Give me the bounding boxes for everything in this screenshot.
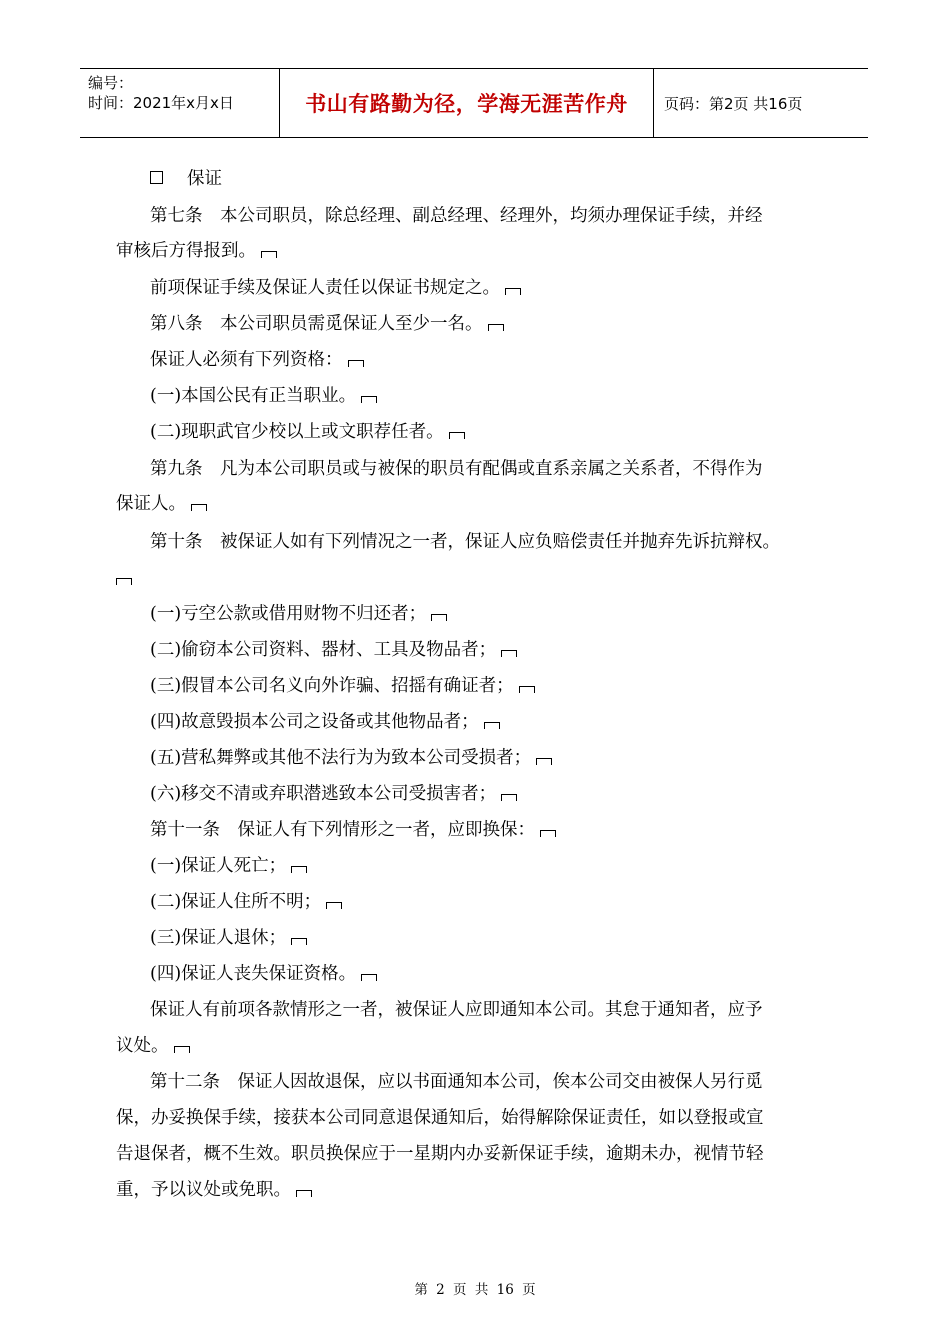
paragraph-mark-icon [540,830,556,837]
section-title: 保证 [187,169,222,189]
header-motto-cell [280,69,654,137]
text-line: (六)移交不清或弃职潜逃致本公司受损害者； [150,782,517,806]
paragraph-mark-icon [348,360,364,367]
paragraph-mark-icon [449,432,465,439]
text-line: 保证人必须有下列资格： [150,348,364,372]
text-line: 保证人有前项各款情形之一者，被保证人应即通知本公司。其怠于通知者，应予 [150,1000,763,1020]
checkbox-square-icon [150,171,163,184]
paragraph-mark-icon [505,288,521,295]
time-label: 时间：2021年x月x日 [88,94,234,112]
paragraph-mark-icon [488,324,504,331]
text-line: (二)保证人住所不明； [150,890,342,914]
text-line: (五)营私舞弊或其他不法行为为致本公司受损者； [150,746,552,770]
text-line: 第七条 本公司职员，除总经理、副总经理、经理外，均须办理保证手续，并经 [150,206,763,226]
paragraph-mark-icon [361,396,377,403]
page-footer: 第 2 页 共 16 页 [414,1282,536,1298]
paragraph-mark-icon [326,902,342,909]
text-line: (一)本国公民有正当职业。 [150,384,377,408]
paragraph-mark-icon [291,938,307,945]
text-line: 重，予以议处或免职。 [116,1178,312,1202]
paragraph-mark-icon [501,650,517,657]
text-line: 保证人。 [116,492,207,516]
text-line: (一)保证人死亡； [150,854,307,878]
text-line: 第八条 本公司职员需觅保证人至少一名。 [150,312,504,336]
paragraph-mark-icon [536,758,552,765]
paragraph-mark-icon [191,504,207,511]
text-line: (四)保证人丧失保证资格。 [150,962,377,986]
text-line: (三)保证人退休； [150,926,307,950]
paragraph-mark-icon [116,578,132,585]
text-line: 保，办妥换保手续，接获本公司同意退保通知后，始得解除保证责任，如以登报或宣 [116,1108,764,1128]
text-line: 议处。 [116,1034,190,1058]
text-line: 前项保证手续及保证人责任以保证书规定之。 [150,276,521,300]
text-line: 第十一条 保证人有下列情形之一者，应即换保： [150,818,556,842]
text-line: (二)偷窃本公司资料、器材、工具及物品者； [150,638,517,662]
header-motto: 书山有路勤为径，学海无涯苦作舟 [305,92,628,116]
paragraph-mark-icon [174,1046,190,1053]
text-line: 第九条 凡为本公司职员或与被保的职员有配偶或直系亲属之关系者，不得作为 [150,459,763,479]
text-line: 第十二条 保证人因故退保，应以书面通知本公司，俟本公司交由被保人另行觅 [150,1072,763,1092]
paragraph-mark-icon [361,974,377,981]
page-header [80,68,868,138]
paragraph-mark-icon [291,866,307,873]
text-line: 告退保者，概不生效。职员换保应于一星期内办妥新保证手续，逾期未办，视情节轻 [116,1144,764,1164]
paragraph-mark-icon [501,794,517,801]
text-line: (二)现职武官少校以上或文职荐任者。 [150,420,465,444]
section-heading [150,167,222,191]
paragraph-mark-icon [484,722,500,729]
header-page-info: 页码：第2页 共16页 [664,94,803,113]
header-meta [80,69,280,137]
header-page-info-cell [654,69,868,137]
paragraph-mark-icon [296,1190,312,1197]
paragraph-mark-icon [519,686,535,693]
paragraph-mark-icon [261,251,277,258]
paragraph-mark-icon [431,614,447,621]
text-line: 审核后方得报到。 [116,239,277,263]
number-label: 编号： [88,74,134,92]
text-line: (三)假冒本公司名义向外诈骗、招摇有确证者； [150,674,535,698]
text-line [116,566,132,590]
text-line: (四)故意毁损本公司之设备或其他物品者； [150,710,500,734]
text-line: (一)亏空公款或借用财物不归还者； [150,602,447,626]
text-line: 第十条 被保证人如有下列情况之一者，保证人应负赔偿责任并抛弃先诉抗辩权。 [150,532,780,552]
